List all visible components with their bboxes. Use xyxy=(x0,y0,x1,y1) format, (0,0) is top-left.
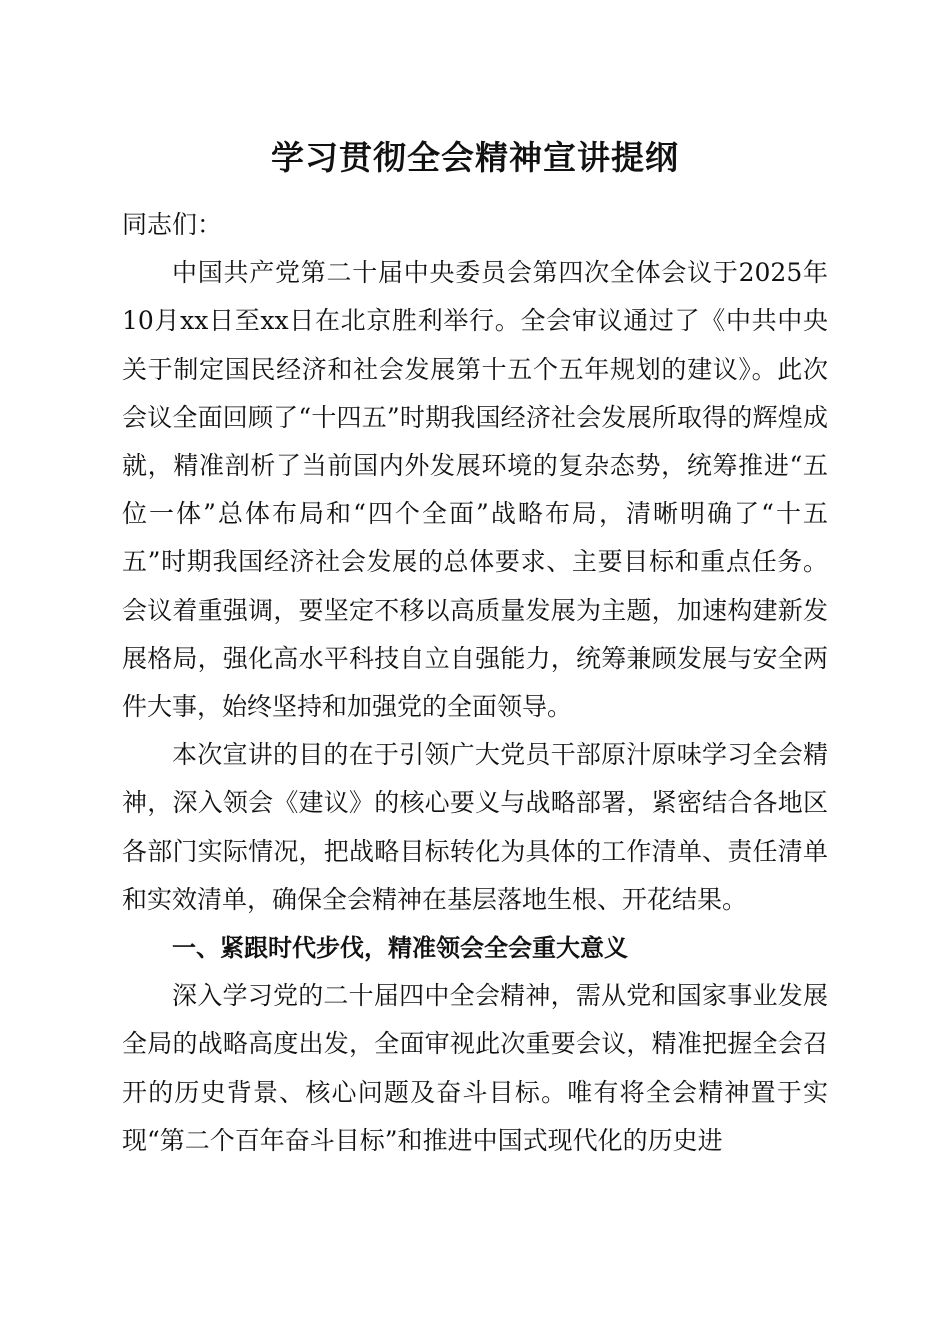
paragraph-purpose: 本次宣讲的目的在于引领广大党员干部原汁原味学习全会精神，深入领会《建议》的核心要义与战略部署，紧密结合各地区各部门实际情况，把战略目标转化为具体的工作清单、责任清单和实效清单，确保全会精神在基层落地生根、开花结果。 xyxy=(122,740,828,914)
greeting: 同志们： xyxy=(122,210,223,239)
document-body xyxy=(122,201,828,1165)
document-title: 学习贯彻全会精神宣讲提纲 xyxy=(271,138,679,177)
section-paragraph: 深入学习党的二十届四中全会精神，需从党和国家事业发展全局的战略高度出发，全面审视此次重要会议，精准把握全会召开的历史背景、核心问题及奋斗目标。唯有将全会精神置于实现“第二个百年奋斗目标”和推进中国式现代化的历史进 xyxy=(122,981,828,1155)
section-heading: 一、紧跟时代步伐，精准领会全会重大意义 xyxy=(172,934,628,963)
paragraph-intro: 中国共产党第二十届中央委员会第四次全体会议于2025年10月xx日至xx日在北京胜利举行。全会审议通过了《中共中央关于制定国民经济和社会发展第十五个五年规划的建议》。此次会议全面回顾了“十四五”时期我国经济社会发展所取得的辉煌成就，精准剖析了当前国内外发展环境的复杂态势，统筹推进“五位一体”总体布局和“四个全面”战略布局，清晰明确了“十五五”时期我国经济社会发展的总体要求、主要目标和重点任务。会议着重强调，要坚定不移以高质量发展为主题，加速构建新发展格局，强化高水平科技自立自强能力，统筹兼顾发展与安全两件大事，始终坚持和加强党的全面领导。 xyxy=(122,258,828,722)
